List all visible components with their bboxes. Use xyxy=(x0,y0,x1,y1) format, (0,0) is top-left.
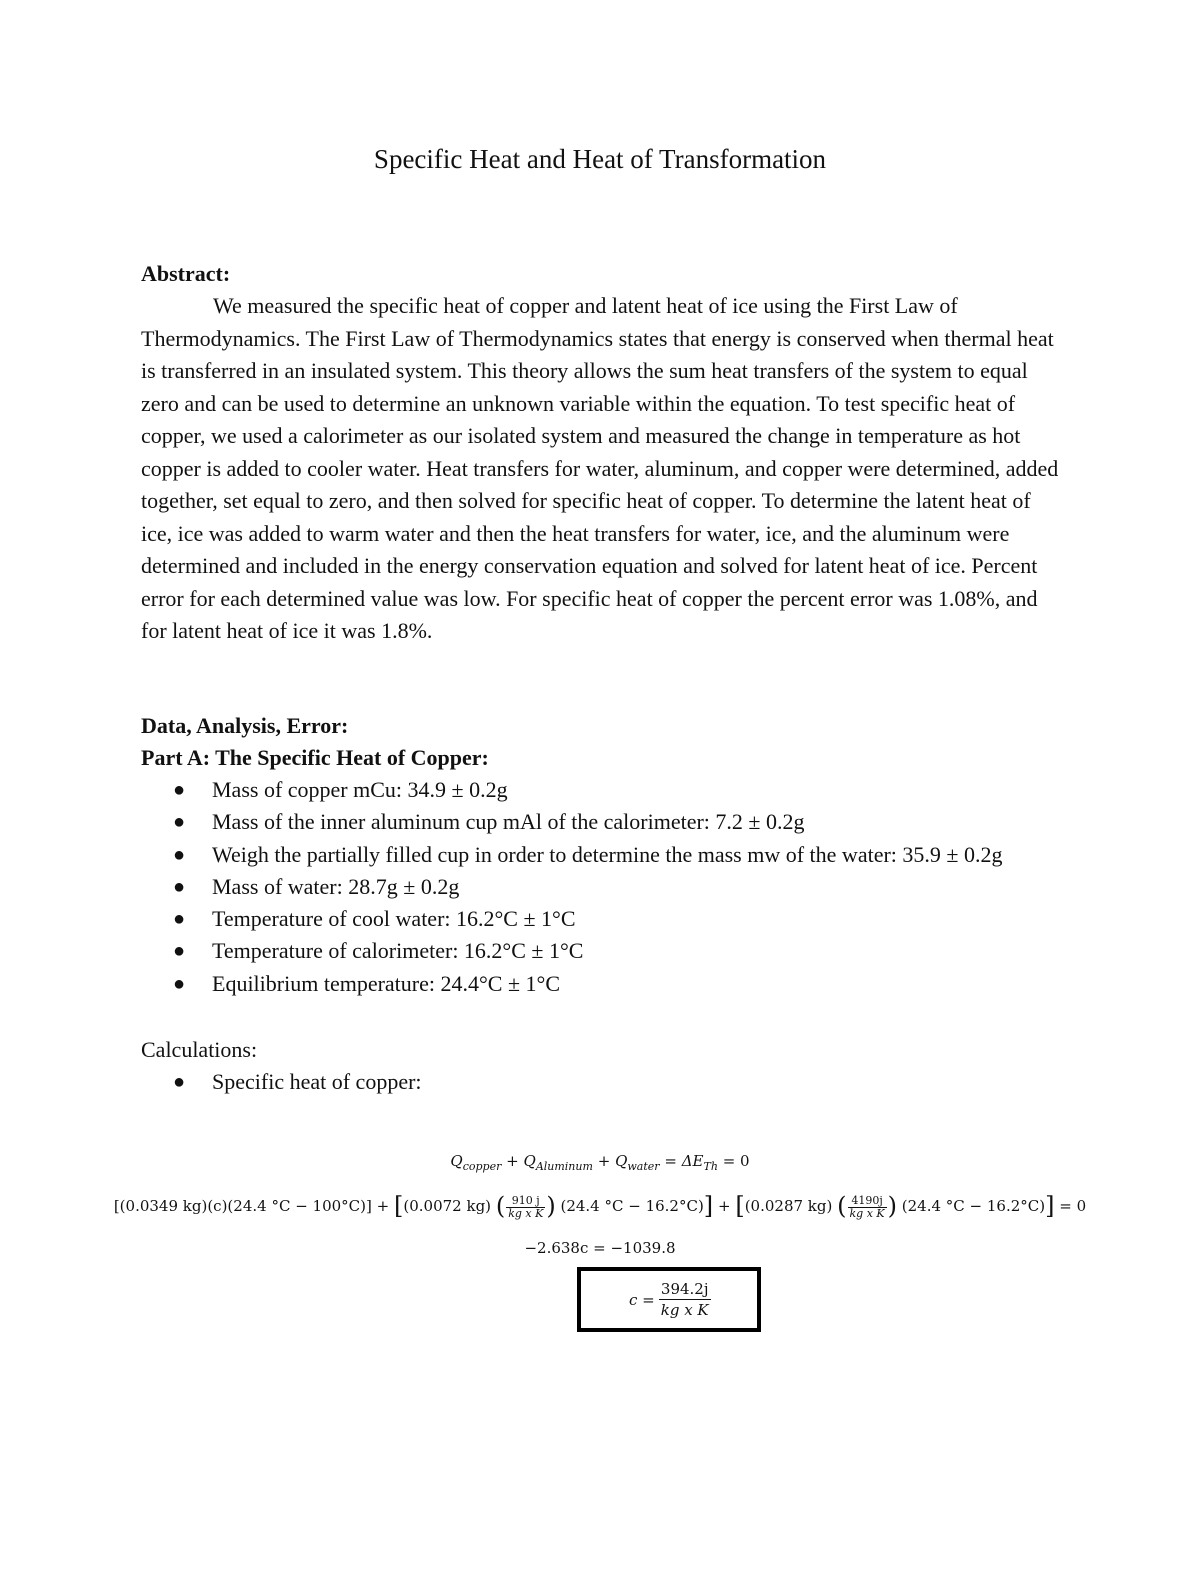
answer-equation: c = $\frac{394.2j}{\text{kg x K}}$ xyxy=(629,1280,709,1319)
list-item-text: Mass of the inner aluminum cup mAl of the calorimeter: 7.2 ± 0.2g xyxy=(212,809,805,835)
copper-term: [(0.0349 kg)(c)(24.4 °C − 100°C)] xyxy=(113,1197,372,1215)
energy-balance-equation: $Q_{copper} + Q_{Aluminum} + Q_{water} = \Delta E_{Th} = 0$ xyxy=(450,1152,750,1173)
list-item xyxy=(141,968,1061,1000)
data-heading: Data, Analysis, Error: xyxy=(141,713,349,738)
abstract-heading: Abstract: xyxy=(141,261,231,286)
list-item xyxy=(141,806,1061,838)
measurement-list xyxy=(141,774,1061,1000)
bullet-icon: ● xyxy=(173,940,186,963)
bullet-icon: ● xyxy=(173,875,186,898)
list-item xyxy=(141,903,1061,935)
water-temp-diff: (24.4 °C − 16.2°C) xyxy=(901,1197,1046,1215)
list-item xyxy=(141,1066,1061,1098)
list-item-text: Temperature of calorimeter: 16.2°C ± 1°C xyxy=(212,938,584,964)
bullet-icon: ● xyxy=(173,779,186,801)
list-item xyxy=(141,935,1061,967)
abstract-body: We measured the specific heat of copper and latent heat of ice using the First Law of Thermodynamics. The First Law of Thermodynamics states that energy is conserved when thermal heat is transferred in an insulated system. This theory allows the sum heat transfers of the system to equal zero and can be used to determine an unknown variable within the equation. To test specific heat of copper, we used a calorimeter as our isolated system and measured the change in temperature as hot copper is added to cooler water. Heat transfers for water, aluminum, and copper were determined, added together, set equal to zero, and then solved for specific heat of copper. To determine the latent heat of ice, ice was added to warm water and then the heat transfers for water, ice, and the aluminum were determined and included in the energy conservation equation and solved for latent heat of ice. Percent error for each determined value was low. For specific heat of copper the percent error was 1.08%, and for latent heat of ice it was 1.8%. xyxy=(141,293,1059,643)
bullet-icon: ● xyxy=(173,908,186,931)
list-item-text: Temperature of cool water: 16.2°C ± 1°C xyxy=(212,906,576,932)
bullet-icon: ● xyxy=(173,1071,186,1093)
list-item-text: Mass of copper mCu: 34.9 ± 0.2g xyxy=(212,777,508,802)
list-item xyxy=(141,774,1061,806)
simplified-equation: −2.638c = −1039.8 xyxy=(524,1239,676,1257)
water-specific-heat: $\frac{4190j}{\text{kg x K}}$ xyxy=(849,1193,885,1220)
list-item xyxy=(141,839,1061,871)
calculations-list xyxy=(141,1066,1061,1098)
bullet-icon: ● xyxy=(173,811,186,834)
bullet-icon: ● xyxy=(173,972,186,995)
calculations-label: Calculations: xyxy=(141,1037,258,1062)
list-item xyxy=(141,871,1061,903)
aluminum-specific-heat: $\frac{910 j}{\text{kg x K}}$ xyxy=(508,1193,544,1220)
aluminum-mass: (0.0072 kg) xyxy=(403,1197,492,1215)
substituted-equation: [(0.0349 kg)(c)(24.4 °C − 100°C)] + [(0.0072 kg) ( $\frac{910 j}{\text{kg x K}}$ ) (24.4 °C − 16.2°C)] + [(0.0287 kg) ( $\frac{4190j}{\text{kg x K}}$ ) (24.4 °C − 16.2°C)] = 0 xyxy=(113,1192,1087,1220)
answer-fraction: $\frac{394.2j}{\text{kg x K}}$ xyxy=(660,1280,709,1319)
list-item-text: Mass of water: 28.7g ± 0.2g xyxy=(212,873,460,899)
answer-box xyxy=(577,1267,761,1332)
data-section xyxy=(141,710,1061,1000)
calculations-section xyxy=(141,1034,1061,1098)
document-title: Specific Heat and Heat of Transformation xyxy=(373,144,827,174)
part-a-heading: Part A: The Specific Heat of Copper: xyxy=(141,745,489,770)
water-mass: (0.0287 kg) xyxy=(744,1197,833,1215)
aluminum-temp-diff: (24.4 °C − 16.2°C) xyxy=(560,1197,704,1215)
list-item-text: Weigh the partially filled cup in order to determine the mass mw of the water: 35.9 ± 0.2g xyxy=(212,841,1003,867)
abstract-section xyxy=(141,258,1061,648)
list-item-text: Equilibrium temperature: 24.4°C ± 1°C xyxy=(212,970,561,996)
bullet-icon: ● xyxy=(173,843,186,866)
list-item-text: Specific heat of copper: xyxy=(212,1069,422,1094)
